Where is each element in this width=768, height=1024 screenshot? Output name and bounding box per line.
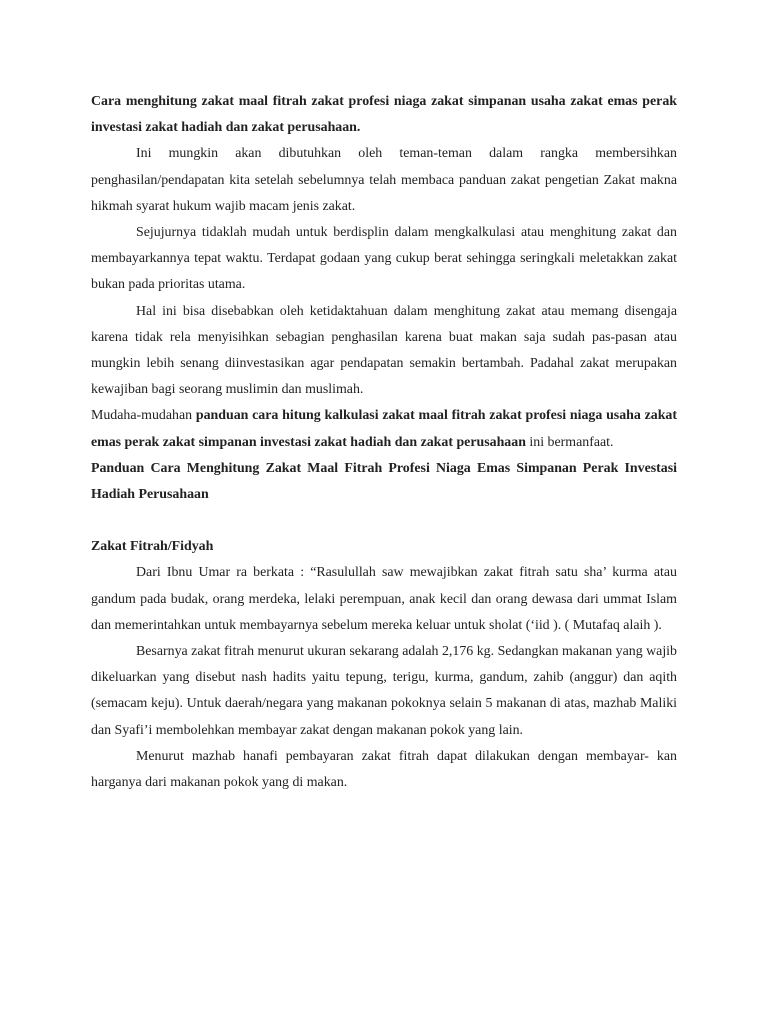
paragraph-intro: Ini mungkin akan dibutuhkan oleh teman-teman dalam rangka membersihkan penghasilan/pendapatan kita setelah sebelumnya telah membaca panduan zakat pengetian Zakat makna hikmah syarat hukum wajib macam jenis zakat. xyxy=(91,146,677,214)
paragraph-hope-suffix: ini bermanfaat. xyxy=(525,434,614,450)
subheading-zakat-fitrah: Zakat Fitrah/Fidyah xyxy=(91,539,214,555)
paragraph-hope xyxy=(91,403,677,455)
section-title: Panduan Cara Menghitung Zakat Maal Fitrah Profesi Niaga Emas Simpanan Perak Investasi Hadiah Perusahaan xyxy=(91,460,677,503)
paragraph-amount: Besarnya zakat fitrah menurut ukuran sekarang adalah 2,176 kg. Sedangkan makanan yang wajib dikeluarkan yang disebut nash hadits yaitu tepung, terigu, kurma, gandum, zahib (anggur) dan aqith (semacam keju). Untuk daerah/negara yang makanan pokoknya selain 5 makanan di atas, mazhab Maliki dan Syafi’i membolehkan membayar zakat dengan makanan pokok yang lain. xyxy=(91,644,677,738)
paragraph-hope-prefix: Mudaha-mudahan xyxy=(91,408,196,424)
paragraph-hadith: Dari Ibnu Umar ra berkata : “Rasulullah saw mewajibkan zakat fitrah satu sha’ kurma atau gandum pada budak, orang merdeka, lelaki perempuan, anak kecil dan orang dewasa dari ummat Islam dan memerintahkan untuk membayarnya sebelum mereka keluar untuk sholat (‘iid ). ( Mutafaq alaih ). xyxy=(91,565,677,633)
paragraph-hanafi: Menurut mazhab hanafi pembayaran zakat fitrah dapat dilakukan dengan membayar- kan harganya dari makanan pokok yang di makan. xyxy=(91,748,677,791)
document-page xyxy=(91,89,677,796)
paragraph-discipline: Sejujurnya tidaklah mudah untuk berdisplin dalam mengkalkulasi atau menghitung zakat dan membayarkannya tepat waktu. Terdapat godaan yang cukup berat sehingga seringkali meletakkan zakat bukan pada prioritas utama. xyxy=(91,225,677,293)
document-title: Cara menghitung zakat maal fitrah zakat profesi niaga zakat simpanan usaha zakat emas perak investasi zakat hadiah dan zakat perusahaan. xyxy=(91,94,677,136)
paragraph-reasons: Hal ini bisa disebabkan oleh ketidaktahuan dalam menghitung zakat atau memang disengaja karena tidak rela menyisihkan sebagian penghasilan karena buat makan saja sudah pas-pasan atau mungkin lebih senang diinvestasikan agar pendapatan semakin bertambah. Padahal zakat merupakan kewajiban bagi seorang muslimin dan muslimah. xyxy=(91,303,677,398)
paragraph-hope-bold: panduan cara hitung kalkulasi zakat maal fitrah zakat profesi niaga usaha zakat emas perak zakat simpanan investasi zakat hadiah dan zakat perusahaan xyxy=(91,408,677,450)
